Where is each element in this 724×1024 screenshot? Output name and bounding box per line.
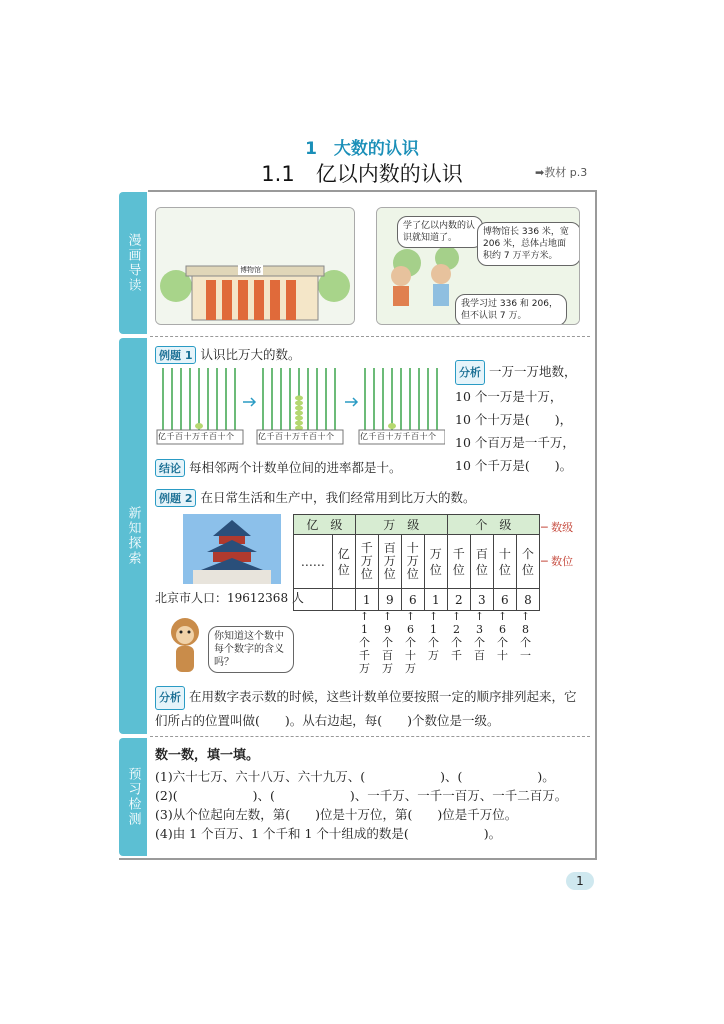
place-qianwan: 千 万 位	[355, 535, 378, 589]
meaning-6: ↑ 3 个 百	[474, 610, 485, 662]
place-annotation: ─ 数位	[541, 555, 574, 568]
analysis-line-5: 10 个千万是( )。	[455, 458, 573, 473]
abacus-label-1: 亿千百十万千百十个	[158, 432, 235, 441]
example2-analysis-tag: 分析	[155, 686, 185, 710]
monkey-bubble: 你知道这个数中每个数字的含义吗？	[208, 626, 294, 673]
analysis-line-2: 10 个一万是十万，	[455, 389, 563, 404]
example1-tag: 例题 1	[155, 346, 196, 364]
comic-panel-children	[376, 207, 580, 325]
conclusion-tag: 结论	[155, 459, 185, 477]
meaning-3: ↑ 6 个 十 万	[405, 610, 416, 675]
comic-panel-museum	[155, 207, 355, 325]
place-bai: 百 位	[470, 535, 493, 589]
temple-photo	[183, 514, 281, 584]
example1-heading	[155, 345, 300, 364]
speech-bubble-1: 学了亿以内数的认识就知道了。	[397, 216, 483, 248]
side-tab-comic: 漫画导读	[119, 192, 147, 334]
digit-empty-2	[332, 589, 355, 611]
place-shi: 十 位	[493, 535, 516, 589]
section-title: 1.1 亿以内数的认识	[261, 162, 463, 186]
meaning-8: ↑ 8 个 一	[520, 610, 531, 662]
museum-sign: 博物馆	[240, 266, 261, 274]
page-number: 1	[566, 872, 594, 890]
example2-text: 在日常生活和生产中，我们经常用到比万大的数。	[200, 490, 476, 505]
textbook-reference: ➡教材 p.3	[535, 166, 588, 179]
side-tab-preview: 预习检测	[119, 738, 147, 856]
meaning-arrows	[353, 610, 537, 675]
digit-qian: 2	[447, 589, 470, 611]
analysis-tag: 分析	[455, 360, 485, 385]
digit-ge: 8	[516, 589, 539, 611]
meaning-1: ↑ 1 个 千 万	[359, 610, 370, 675]
place-yi: 亿 位	[332, 535, 355, 589]
example2-analysis	[155, 686, 587, 732]
preview-q3: (3)从个位起向左数，第( )位是十万位，第( )位是千万位。	[155, 807, 518, 822]
conclusion	[155, 458, 402, 477]
abacus-label-2: 亿千百十万千百十个	[258, 432, 335, 441]
example1-analysis	[455, 360, 595, 477]
preview-section	[155, 745, 595, 843]
meaning-2: ↑ 9 个 百 万	[382, 610, 393, 675]
place-ge: 个 位	[516, 535, 539, 589]
level-annotation-label: 数级	[551, 521, 574, 534]
place-ellipsis: ……	[294, 535, 333, 589]
digit-baiwan: 9	[378, 589, 401, 611]
place-shiwan: 十 万 位	[401, 535, 424, 589]
meaning-4: ↑ 1 个 万	[428, 610, 439, 662]
digit-shi: 6	[493, 589, 516, 611]
example2-tag: 例题 2	[155, 489, 196, 507]
preview-title: 数一数，填一填。	[155, 748, 260, 763]
preview-q1: (1)六十七万、六十八万、六十九万、( )、( )。	[155, 769, 555, 784]
place-wan: 万 位	[424, 535, 447, 589]
conclusion-text: 每相邻两个计数单位间的进率都是十。	[188, 460, 402, 475]
population-caption: 北京市人口：19612368 人	[155, 591, 304, 605]
example1-text: 认识比万大的数。	[200, 347, 301, 362]
analysis-line-1: 一万一万地数，	[488, 364, 577, 379]
level-yi: 亿 级	[294, 515, 356, 535]
place-baiwan: 百 万 位	[378, 535, 401, 589]
example2-heading	[155, 488, 475, 507]
section-divider-2	[150, 736, 590, 737]
level-wan: 万 级	[355, 515, 447, 535]
digit-shiwan: 6	[401, 589, 424, 611]
preview-q2: (2)( )、( )、一千万、一千一百万、一千二百万。	[155, 788, 568, 803]
preview-q4: (4)由 1 个百万、1 个千和 1 个十组成的数是( )。	[155, 826, 502, 841]
place-value-table	[293, 514, 540, 611]
example2-analysis-text: 在用数字表示数的时候，这些计数单位要按照一定的顺序排列起来，它们所占的位置叫做( )。从右边起，每( )个数位是一级。	[155, 689, 577, 728]
analysis-line-4: 10 个百万是一千万，	[455, 435, 575, 450]
place-qian: 千 位	[447, 535, 470, 589]
meaning-5: ↑ 2 个 千	[451, 610, 462, 662]
digit-bai: 3	[470, 589, 493, 611]
frame-top-border	[148, 190, 595, 192]
speech-bubble-3: 我学习过 336 和 206，但不认识 7 万。	[455, 294, 567, 325]
digit-wan: 1	[424, 589, 447, 611]
meaning-7: ↑ 6 个 十	[497, 610, 508, 662]
analysis-line-3: 10 个十万是( )，	[455, 412, 573, 427]
digit-empty-1	[294, 589, 333, 611]
place-annotation-label: 数位	[551, 555, 574, 568]
chapter-title: 1 大数的认识	[305, 139, 419, 159]
level-annotation: ─ 数级	[541, 521, 574, 534]
level-ge: 个 级	[447, 515, 539, 535]
speech-bubble-2: 博物馆长 336 米，宽 206 米，总体占地面积约 7 万平方米。	[477, 222, 580, 266]
side-tab-explore: 新知探索	[119, 338, 147, 734]
abacus-label-3: 亿千百十万千百十个	[360, 432, 437, 441]
digit-qianwan: 1	[355, 589, 378, 611]
monkey-illustration	[160, 612, 210, 682]
section-divider	[150, 336, 590, 337]
